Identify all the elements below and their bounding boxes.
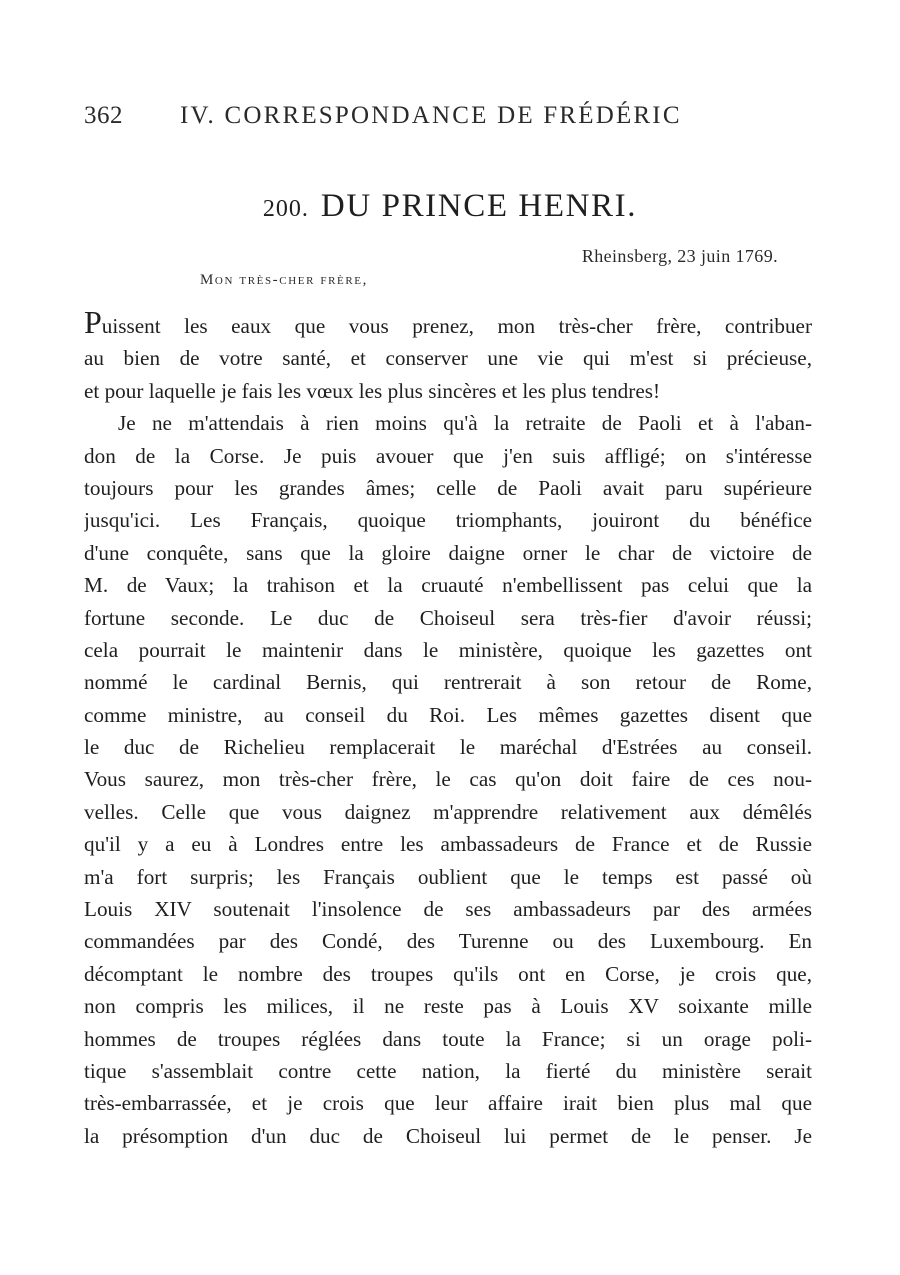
body-line: tique s'assemblait contre cette nation, la fierté du ministère serait bbox=[84, 1058, 812, 1083]
body-line bbox=[84, 310, 812, 342]
body-line: commandées par des Condé, des Turenne ou des Luxembourg. En bbox=[84, 929, 812, 954]
body-line: hommes de troupes réglées dans toute la France; si un orage poli- bbox=[84, 1026, 812, 1051]
body-line: comme ministre, au conseil du Roi. Les mêmes gazettes disent que bbox=[84, 702, 812, 727]
body-line: M. de Vaux; la trahison et la cruauté n'embellissent pas celui que la bbox=[84, 573, 812, 598]
body-line: le duc de Richelieu remplacerait le maréchal d'Estrées au conseil. bbox=[84, 735, 812, 760]
body-line: fortune seconde. Le duc de Choiseul sera très-fier d'avoir réussi; bbox=[84, 605, 812, 630]
body-line: d'une conquête, sans que la gloire daigne orner le char de victoire de bbox=[84, 540, 812, 565]
body-line: non compris les milices, il ne reste pas à Louis XV soixante mille bbox=[84, 994, 812, 1019]
letter-dateline: Rheinsberg, 23 juin 1769. bbox=[581, 246, 778, 266]
body-line: Je ne m'attendais à rien moins qu'à la retraite de Paoli et à l'aban- bbox=[118, 411, 812, 436]
body-line: au bien de votre santé, et conserver une vie qui m'est si précieuse, bbox=[84, 346, 812, 371]
running-head bbox=[84, 100, 824, 136]
letter-heading bbox=[0, 188, 900, 225]
body-line: décomptant le nombre des troupes qu'ils ont en Corse, je crois que, bbox=[84, 961, 812, 986]
body-line: m'a fort surpris; les Français oublient que le temps est passé où bbox=[84, 864, 812, 889]
body-line: velles. Celle que vous daignez m'apprendre relativement aux démêlés bbox=[84, 799, 812, 824]
body-line-text: uissent les eaux que vous prenez, mon très-cher frère, contribuer bbox=[101, 314, 812, 338]
page-number: 362 bbox=[84, 102, 123, 129]
body-line: jusqu'ici. Les Français, quoique triomphants, jouiront du bénéfice bbox=[84, 508, 812, 533]
letter-body bbox=[84, 310, 812, 1152]
body-line: toujours pour les grandes âmes; celle de Paoli avait paru supérieure bbox=[84, 475, 812, 500]
body-line: Vous saurez, mon très-cher frère, le cas qu'on doit faire de ces nou- bbox=[84, 767, 812, 792]
body-line: et pour laquelle je fais les vœux les plus sincères et les plus tendres! bbox=[84, 378, 661, 403]
body-line: don de la Corse. Je puis avouer que j'en suis affligé; on s'intéresse bbox=[84, 443, 812, 468]
drop-cap: P bbox=[84, 310, 102, 340]
body-line: Louis XIV soutenait l'insolence de ses ambassadeurs par des armées bbox=[84, 897, 812, 922]
body-line: la présomption d'un duc de Choiseul lui permet de le penser. Je bbox=[84, 1123, 812, 1148]
running-head-title: IV. CORRESPONDANCE DE FRÉDÉRIC bbox=[180, 102, 682, 129]
letter-salutation: Mon très-cher frère, bbox=[200, 272, 368, 288]
body-line: qu'il y a eu à Londres entre les ambassadeurs de France et de Russie bbox=[84, 832, 812, 857]
body-line: très-embarrassée, et je crois que leur affaire irait bien plus mal que bbox=[84, 1091, 812, 1116]
letter-title: DU PRINCE HENRI. bbox=[320, 188, 638, 224]
body-line: nommé le cardinal Bernis, qui rentrerait à son retour de Rome, bbox=[84, 670, 812, 695]
body-line: cela pourrait le maintenir dans le ministère, quoique les gazettes ont bbox=[84, 637, 812, 662]
letter-number: 200. bbox=[262, 196, 309, 222]
